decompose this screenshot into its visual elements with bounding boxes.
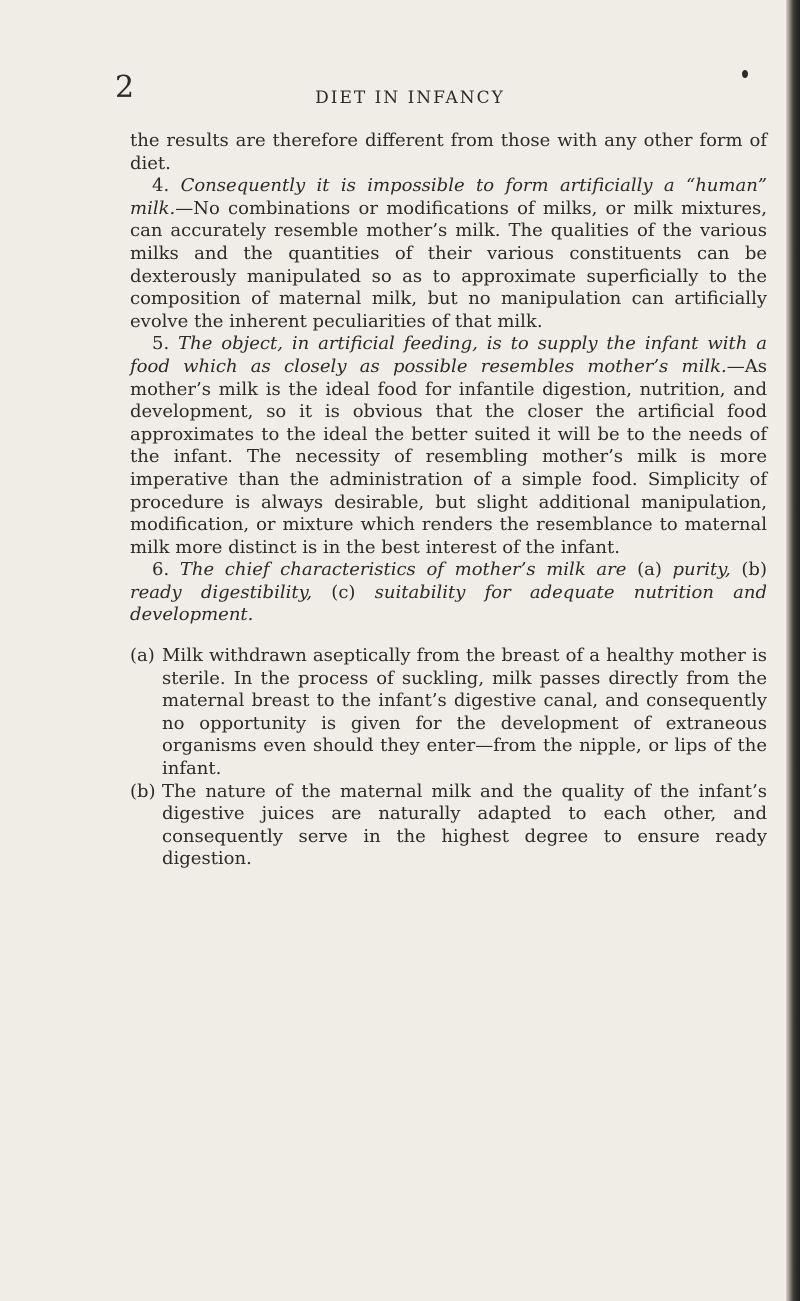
paragraph-continuation: the results are therefore different from those with any other form of diet. <box>130 130 767 174</box>
paragraph-6-c-label: (c) <box>331 581 356 603</box>
subitem-a-text: Milk withdrawn aseptically from the breast of a healthy mother is sterile. In the process of suckling, milk passes directly from the maternal breast to the infant’s digestive canal, and consequently no opportunity is given for the development of extraneous organisms even should they enter—from the nipple, or lips of the infant. <box>162 645 767 780</box>
paragraph-6-a-label: (a) <box>637 559 662 581</box>
paragraph-5-heading: The object, in artificial feeding, is to supply the infant with a food which as closely as possible resembles mother’s milk. <box>130 333 767 377</box>
paragraph-5 <box>130 333 767 559</box>
paragraph-4-body: —No combinations or modifications of milks, or milk mixtures, can accurately resemble mother’s milk. The qualities of the various milks and the quantities of their various constituents can be dexterously manipulated so as to approximate superficially to the composition of maternal milk, but no manipulation can artificially evolve the inherent peculiarities of that milk. <box>130 197 767 332</box>
paragraph-6-number: 6. <box>152 559 170 581</box>
body-text <box>130 130 767 871</box>
paragraph-4-number: 4. <box>152 175 170 197</box>
paragraph-5-body: —As mother’s milk is the ideal food for infantile digestion, nutrition, and development, so it is obvious that the closer the artificial food approximates to the ideal the better suited it will be to the needs of the infant. The necessity of resembling mother’s milk is more imperative than the administration of a simple food. Simplicity of procedure is always desirable, but slight additional manipulation, modification, or mixture which renders the resemblance to maternal milk more distinct is in the best interest of the infant. <box>130 355 767 558</box>
subitem-a-label: (a) <box>130 645 155 667</box>
page-edge-shadow <box>786 0 800 1301</box>
paragraph-4 <box>130 175 767 333</box>
subitem-b-text: The nature of the maternal milk and the quality of the infant’s digestive juices are naturally adapted to each other, and consequently serve in the highest degree to ensure ready digestion. <box>162 780 767 870</box>
paragraph-6 <box>130 559 767 627</box>
paragraph-6-b-text: ready digestibility, <box>130 581 313 603</box>
paragraph-4-heading: Consequently it is impossible to form artificially a “human” milk. <box>130 175 767 219</box>
paragraph-6-c-text: suitability for adequate nutrition and development. <box>130 581 767 626</box>
subitem-a <box>130 645 767 781</box>
subitem-b-label: (b) <box>130 780 156 802</box>
running-head: DIET IN INFANCY <box>315 88 505 108</box>
ink-dot <box>742 70 748 78</box>
subitem-b <box>130 781 767 871</box>
paragraph-6-a-text: purity, <box>672 559 731 581</box>
paragraph-6-b-label: (b) <box>741 559 767 581</box>
paragraph-5-number: 5. <box>152 333 170 355</box>
page-number: 2 <box>115 70 135 105</box>
paragraph-6-lead: The chief characteristics of mother’s milk are <box>179 559 627 581</box>
